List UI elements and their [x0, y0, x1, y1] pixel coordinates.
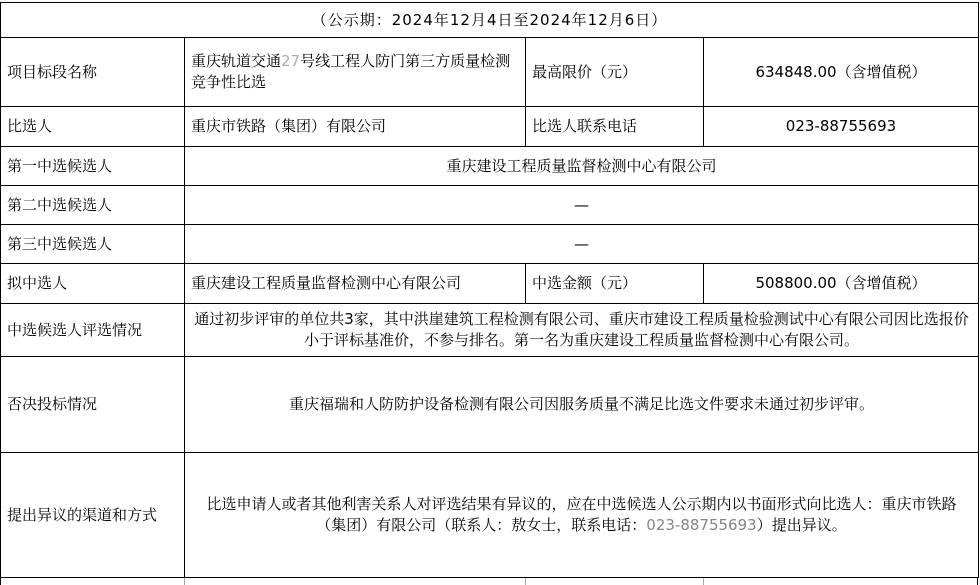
second-candidate-label: 第二中选候选人 — [1, 186, 185, 225]
objection-channel-label: 提出异议的渠道和方式 — [1, 453, 185, 578]
rejection-label: 否决投标情况 — [1, 357, 185, 453]
objection-phone-number: 023-88755693 — [646, 516, 757, 534]
table-row — [1, 357, 979, 453]
table-row — [1, 3, 979, 38]
winning-amount-value: 508800.00（含增值税） — [704, 264, 979, 304]
objection-text-post: ）提出异议。 — [756, 516, 847, 534]
table-row — [1, 264, 979, 304]
project-name-label: 项目标段名称 — [1, 38, 185, 107]
proposed-winner-value: 重庆建设工程质量监督检测中心有限公司 — [185, 264, 526, 304]
column-divider — [703, 578, 704, 585]
column-divider — [184, 578, 185, 585]
table-row — [1, 186, 979, 225]
project-name-pre: 重庆轨道交通 — [191, 52, 282, 70]
publicity-period-title: （公示期：2024年12月4日至2024年12月6日） — [1, 3, 979, 38]
selector-phone-label: 比选人联系电话 — [526, 107, 704, 147]
max-price-value: 634848.00（含增值税） — [704, 38, 979, 107]
column-divider — [525, 578, 526, 585]
evaluation-label: 中选候选人评选情况 — [1, 304, 185, 357]
selector-value: 重庆市铁路（集团）有限公司 — [185, 107, 526, 147]
first-candidate-value: 重庆建设工程质量监督检测中心有限公司 — [185, 147, 979, 186]
third-candidate-value: — — [185, 225, 979, 264]
table-row — [1, 38, 979, 107]
rejection-value: 重庆福瑞和人防防护设备检测有限公司因服务质量不满足比选文件要求未通过初步评审。 — [185, 357, 979, 453]
second-candidate-value: — — [185, 186, 979, 225]
next-row-cutoff — [0, 578, 978, 585]
table-row — [1, 107, 979, 147]
max-price-label: 最高限价（元） — [526, 38, 704, 107]
project-line-number: 27 — [281, 52, 301, 70]
table-row — [1, 453, 979, 578]
table-row — [1, 304, 979, 357]
objection-channel-value — [185, 453, 979, 578]
project-name-value — [185, 38, 526, 107]
selector-phone-value: 023-88755693 — [704, 107, 979, 147]
objection-text-pre: 比选申请人或者其他利害关系人对评选结果有异议的，应在中选候选人公示期内以书面形式向比选人：重庆市铁路（集团）有限公司（联系人：敖女士，联系电话： — [206, 495, 957, 534]
selector-label: 比选人 — [1, 107, 185, 147]
project-name-post: 号线工程人防门第三方质量检测竞争性比选 — [191, 52, 511, 91]
third-candidate-label: 第三中选候选人 — [1, 225, 185, 264]
proposed-winner-label: 拟中选人 — [1, 264, 185, 304]
evaluation-value: 通过初步评审的单位共3家，其中洪崖建筑工程检测有限公司、重庆市建设工程质量检验测试中心有限公司因比选报价小于评标基准价，不参与排名。第一名为重庆建设工程质量监督检测中心有限公司。 — [185, 304, 979, 357]
bid-result-table — [0, 2, 979, 578]
public-notice-sheet — [0, 2, 980, 565]
first-candidate-label: 第一中选候选人 — [1, 147, 185, 186]
table-row — [1, 225, 979, 264]
winning-amount-label: 中选金额（元） — [526, 264, 704, 304]
table-row — [1, 147, 979, 186]
